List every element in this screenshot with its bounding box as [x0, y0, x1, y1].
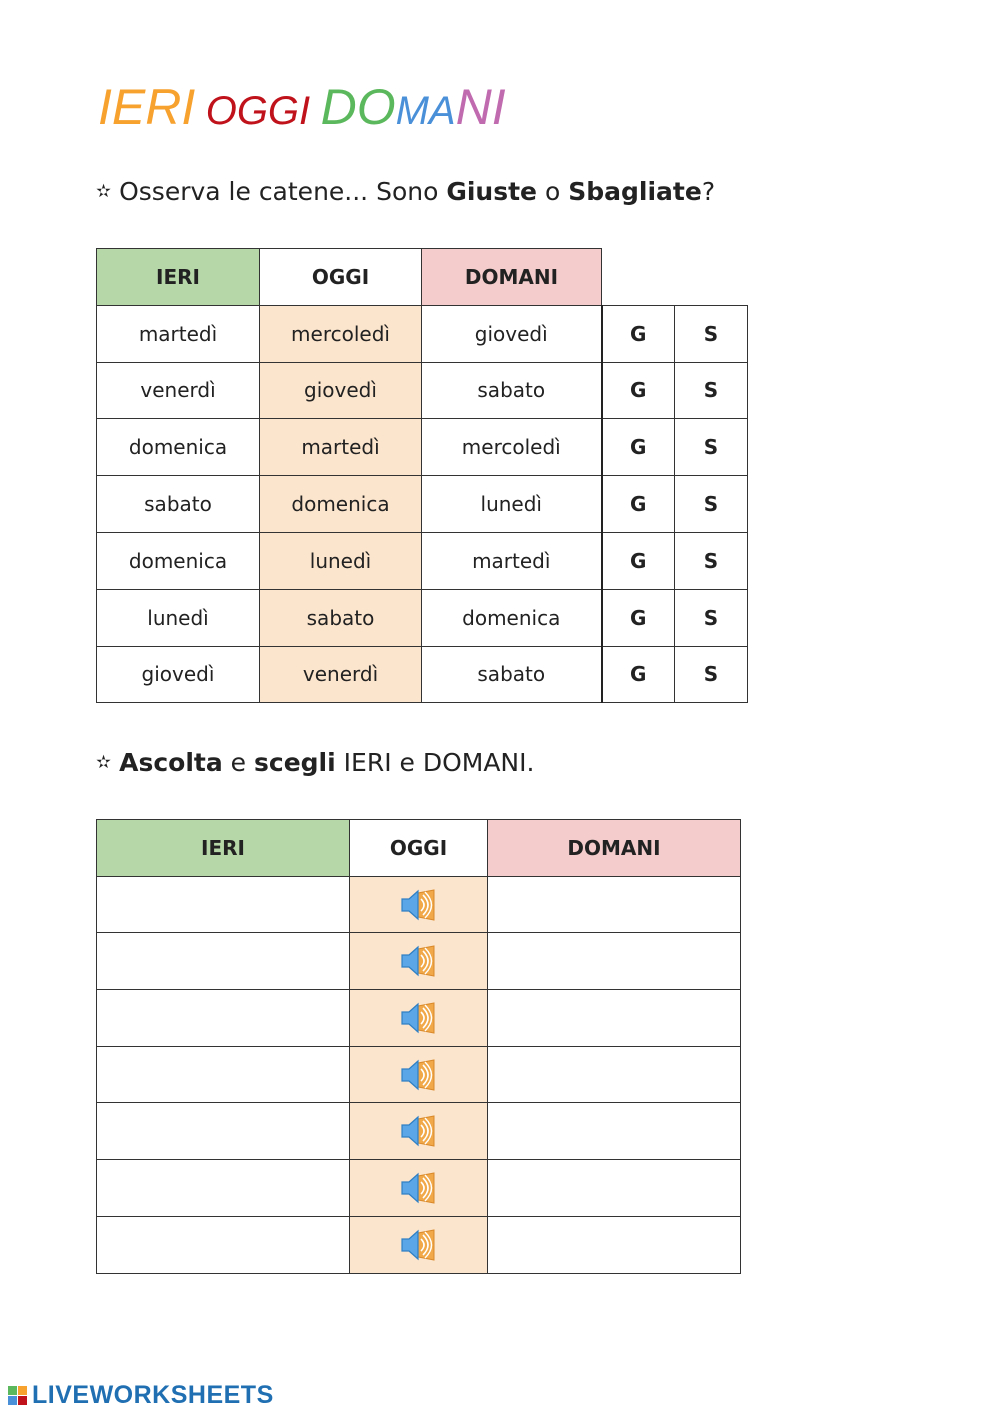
ieri-answer-field[interactable]	[97, 1046, 350, 1103]
empty-cell	[675, 249, 748, 306]
speaker-icon[interactable]	[400, 1057, 438, 1093]
cell-domani: sabato	[422, 646, 602, 703]
instruction-2-text-e: e	[222, 748, 254, 777]
table-row	[97, 933, 741, 990]
cell-ieri: giovedì	[97, 646, 260, 703]
speaker-icon[interactable]	[400, 1000, 438, 1036]
header-domani: DOMANI	[422, 249, 602, 306]
cell-ieri: lunedì	[97, 589, 260, 646]
answer-giusta-button[interactable]: G	[602, 589, 675, 646]
play-audio-button[interactable]	[350, 933, 488, 990]
speaker-icon[interactable]	[400, 1170, 438, 1206]
answer-sbagliata-button[interactable]: S	[675, 419, 748, 476]
table-row	[97, 990, 741, 1047]
header-ieri: IERI	[97, 249, 260, 306]
domani-answer-field[interactable]	[488, 1160, 741, 1217]
domani-answer-field[interactable]	[488, 1046, 741, 1103]
empty-cell	[602, 249, 675, 306]
title-part-oggi: OGGI	[205, 89, 311, 133]
cell-domani: sabato	[422, 362, 602, 419]
table-row	[97, 1216, 741, 1273]
instruction-1-text: Osserva le catene... Sono	[119, 177, 447, 206]
ieri-answer-field[interactable]	[97, 933, 350, 990]
speaker-icon[interactable]	[400, 1113, 438, 1149]
star-icon: ✫	[96, 181, 112, 202]
cell-domani: giovedì	[422, 305, 602, 362]
ieri-answer-field[interactable]	[97, 876, 350, 933]
cell-domani: domenica	[422, 589, 602, 646]
domani-answer-field[interactable]	[488, 876, 741, 933]
table-row	[97, 1160, 741, 1217]
answer-sbagliata-button[interactable]: S	[675, 476, 748, 533]
play-audio-button[interactable]	[350, 876, 488, 933]
table-row	[97, 362, 748, 419]
header-oggi: OGGI	[260, 249, 422, 306]
table-row	[97, 419, 748, 476]
cell-oggi: martedì	[260, 419, 422, 476]
ieri-answer-field[interactable]	[97, 1216, 350, 1273]
answer-giusta-button[interactable]: G	[602, 646, 675, 703]
domani-answer-field[interactable]	[488, 1216, 741, 1273]
domani-answer-field[interactable]	[488, 990, 741, 1047]
speaker-icon[interactable]	[400, 1227, 438, 1263]
play-audio-button[interactable]	[350, 1103, 488, 1160]
header-oggi: OGGI	[350, 820, 488, 877]
footer-brand-text: LIVEWORKSHEETS	[32, 1381, 274, 1409]
answer-giusta-button[interactable]: G	[602, 305, 675, 362]
play-audio-button[interactable]	[350, 1160, 488, 1217]
answer-giusta-button[interactable]: G	[602, 532, 675, 589]
cell-oggi: venerdì	[260, 646, 422, 703]
instruction-2-bold-ascolta: Ascolta	[119, 748, 223, 777]
cell-oggi: lunedì	[260, 532, 422, 589]
cell-ieri: domenica	[97, 532, 260, 589]
instruction-1-bold-sbagliate: Sbagliate	[568, 177, 702, 206]
cell-oggi: mercoledì	[260, 305, 422, 362]
table-row	[97, 305, 748, 362]
cell-ieri: sabato	[97, 476, 260, 533]
answer-sbagliata-button[interactable]: S	[675, 532, 748, 589]
title-part-do: DO	[320, 79, 396, 135]
table-row	[97, 476, 748, 533]
speaker-icon[interactable]	[400, 943, 438, 979]
ieri-answer-field[interactable]	[97, 1160, 350, 1217]
cell-oggi: domenica	[260, 476, 422, 533]
answer-sbagliata-button[interactable]: S	[675, 646, 748, 703]
instruction-2	[96, 750, 534, 775]
listening-header-row	[97, 820, 741, 877]
cell-domani: lunedì	[422, 476, 602, 533]
instruction-1-bold-giuste: Giuste	[446, 177, 538, 206]
chains-table	[96, 248, 748, 703]
answer-giusta-button[interactable]: G	[602, 362, 675, 419]
instruction-2-text: IERI e DOMANI.	[335, 748, 535, 777]
chains-header-row	[97, 249, 748, 306]
cell-oggi: sabato	[260, 589, 422, 646]
answer-sbagliata-button[interactable]: S	[675, 305, 748, 362]
play-audio-button[interactable]	[350, 1046, 488, 1103]
answer-giusta-button[interactable]: G	[602, 476, 675, 533]
title-part-ma: MA	[395, 89, 456, 133]
cell-domani: martedì	[422, 532, 602, 589]
answer-sbagliata-button[interactable]: S	[675, 589, 748, 646]
domani-answer-field[interactable]	[488, 933, 741, 990]
worksheet-title	[98, 79, 506, 135]
table-row	[97, 589, 748, 646]
cell-domani: mercoledì	[422, 419, 602, 476]
play-audio-button[interactable]	[350, 990, 488, 1047]
answer-giusta-button[interactable]: G	[602, 419, 675, 476]
header-domani: DOMANI	[488, 820, 741, 877]
domani-answer-field[interactable]	[488, 1103, 741, 1160]
footer-brand	[8, 1383, 274, 1408]
cell-ieri: domenica	[97, 419, 260, 476]
ieri-answer-field[interactable]	[97, 990, 350, 1047]
cell-oggi: giovedì	[260, 362, 422, 419]
table-row	[97, 532, 748, 589]
star-icon: ✫	[96, 752, 112, 773]
table-row	[97, 646, 748, 703]
header-ieri: IERI	[97, 820, 350, 877]
ieri-answer-field[interactable]	[97, 1103, 350, 1160]
liveworksheets-logo-icon	[8, 1385, 28, 1407]
instruction-1-text-o: o	[537, 177, 569, 206]
listening-table	[96, 819, 741, 1274]
cell-ieri: martedì	[97, 305, 260, 362]
speaker-icon[interactable]	[400, 887, 438, 923]
instruction-1-question: ?	[701, 177, 716, 206]
title-part-ieri: IERI	[98, 79, 196, 135]
title-part-ni: NI	[455, 79, 506, 135]
play-audio-button[interactable]	[350, 1216, 488, 1273]
table-row	[97, 876, 741, 933]
table-row	[97, 1103, 741, 1160]
instruction-1	[96, 179, 715, 204]
table-row	[97, 1046, 741, 1103]
instruction-2-bold-scegli: scegli	[254, 748, 336, 777]
answer-sbagliata-button[interactable]: S	[675, 362, 748, 419]
cell-ieri: venerdì	[97, 362, 260, 419]
